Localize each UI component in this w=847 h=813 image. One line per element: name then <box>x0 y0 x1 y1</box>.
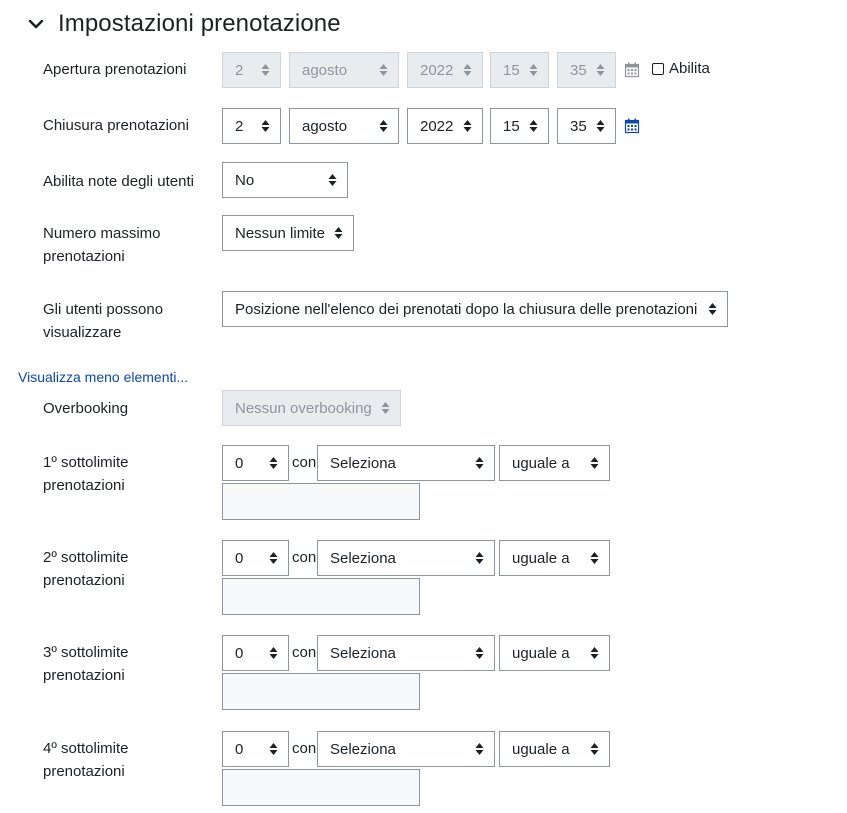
sort-arrows-icon <box>475 646 484 660</box>
opening-hour-select[interactable]: 15 <box>490 52 549 88</box>
sort-arrows-icon <box>529 63 538 77</box>
user-notes-select[interactable]: No <box>222 162 348 198</box>
sort-arrows-icon <box>334 226 343 240</box>
checkbox-icon[interactable] <box>652 63 664 75</box>
sort-arrows-icon <box>590 551 599 565</box>
sublimit-label: 4º sottolimite prenotazioni <box>43 740 129 780</box>
max-bookings-label: Numero massimo prenotazioni <box>43 225 161 265</box>
sort-arrows-icon <box>463 119 472 133</box>
opening-year-select[interactable]: 2022 <box>407 52 483 88</box>
sort-arrows-icon <box>269 551 278 565</box>
sublimit-operator-select[interactable]: uguale a <box>499 540 610 576</box>
sort-arrows-icon <box>261 63 270 77</box>
opening-enable-label: Abilita <box>669 60 710 77</box>
sort-arrows-icon <box>529 119 538 133</box>
closing-minute-select[interactable]: 35 <box>557 108 616 144</box>
overbooking-label: Overbooking <box>43 400 129 417</box>
user-notes-label: Abilita note degli utenti <box>43 173 194 190</box>
sublimit-operator-select[interactable]: uguale a <box>499 445 610 481</box>
sublimit-value-input[interactable] <box>222 483 420 520</box>
users-can-view-select[interactable]: Posizione nell'elenco dei prenotati dopo la chiusura delle prenotazioni <box>222 291 728 327</box>
sublimit-operator-select[interactable]: uguale a <box>499 635 610 671</box>
sublimit-operator-select[interactable]: uguale a <box>499 731 610 767</box>
sublimit-field-select[interactable]: Seleziona <box>317 540 495 576</box>
closing-label: Chiusura prenotazioni <box>43 117 189 134</box>
sublimit-count-select[interactable]: 0 <box>222 635 289 671</box>
opening-label: Apertura prenotazioni <box>43 61 187 78</box>
opening-day-select[interactable]: 2 <box>222 52 281 88</box>
sort-arrows-icon <box>379 119 388 133</box>
sort-arrows-icon <box>269 742 278 756</box>
opening-month-select[interactable]: agosto <box>289 52 399 88</box>
sublimit-label: 2º sottolimite prenotazioni <box>43 549 129 589</box>
sublimit-count-select[interactable]: 0 <box>222 445 289 481</box>
sublimit-label: 3º sottolimite prenotazioni <box>43 644 129 684</box>
sort-arrows-icon <box>261 119 270 133</box>
users-can-view-label: Gli utenti possono visualizzare <box>43 301 164 341</box>
closing-month-select[interactable]: agosto <box>289 108 399 144</box>
sort-arrows-icon <box>475 742 484 756</box>
calendar-icon[interactable] <box>624 118 640 134</box>
sort-arrows-icon <box>475 551 484 565</box>
closing-day-select[interactable]: 2 <box>222 108 281 144</box>
sort-arrows-icon <box>596 63 605 77</box>
chevron-down-icon[interactable] <box>28 16 44 32</box>
sublimit-con-label: con <box>292 454 317 471</box>
overbooking-select[interactable]: Nessun overbooking <box>222 390 401 426</box>
calendar-icon[interactable] <box>624 62 640 78</box>
section-header[interactable] <box>28 10 341 38</box>
sublimit-field-select[interactable]: Seleziona <box>317 731 495 767</box>
sublimit-value-input[interactable] <box>222 673 420 710</box>
opening-minute-select[interactable]: 35 <box>557 52 616 88</box>
sublimit-value-input[interactable] <box>222 769 420 806</box>
sublimit-count-select[interactable]: 0 <box>222 540 289 576</box>
sublimit-field-select[interactable]: Seleziona <box>317 635 495 671</box>
section-title: Impostazioni prenotazione <box>58 10 341 37</box>
sort-arrows-icon <box>475 456 484 470</box>
closing-hour-select[interactable]: 15 <box>490 108 549 144</box>
sublimit-con-label: con <box>292 740 317 757</box>
sort-arrows-icon <box>379 63 388 77</box>
sort-arrows-icon <box>381 401 390 415</box>
sort-arrows-icon <box>590 456 599 470</box>
show-less-link[interactable]: Visualizza meno elementi... <box>18 369 189 385</box>
closing-year-select[interactable]: 2022 <box>407 108 483 144</box>
sort-arrows-icon <box>269 646 278 660</box>
sublimit-label: 1º sottolimite prenotazioni <box>43 454 129 494</box>
sort-arrows-icon <box>269 456 278 470</box>
sort-arrows-icon <box>708 302 717 316</box>
sort-arrows-icon <box>596 119 605 133</box>
max-bookings-select[interactable]: Nessun limite <box>222 215 354 251</box>
sublimit-con-label: con <box>292 549 317 566</box>
sublimit-count-select[interactable]: 0 <box>222 731 289 767</box>
sort-arrows-icon <box>590 742 599 756</box>
sort-arrows-icon <box>328 173 337 187</box>
sublimit-value-input[interactable] <box>222 578 420 615</box>
opening-enable-checkbox[interactable] <box>652 60 710 77</box>
sort-arrows-icon <box>463 63 472 77</box>
sort-arrows-icon <box>590 646 599 660</box>
sublimit-con-label: con <box>292 644 317 661</box>
sublimit-field-select[interactable]: Seleziona <box>317 445 495 481</box>
